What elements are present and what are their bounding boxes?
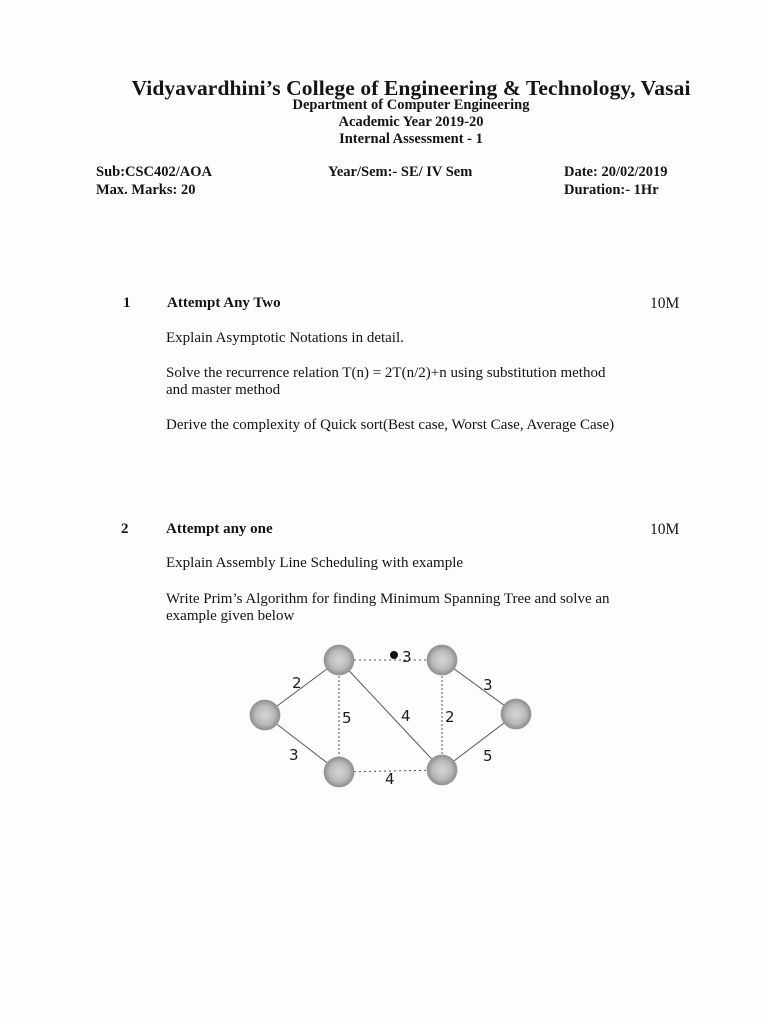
college-name: Vidyavardhini’s College of Engineering & Technology, Vasai: [131, 76, 691, 100]
edge-weight: 4: [385, 770, 395, 788]
edge-weight: 5: [342, 709, 352, 727]
academic-year: Academic Year 2019-20: [338, 114, 484, 130]
question-item: Derive the complexity of Quick sort(Best case, Worst Case, Average Case): [166, 417, 615, 433]
question-marks: 10M: [650, 521, 680, 538]
edge-weight: 3: [289, 746, 299, 764]
department-name: Department of Computer Engineering: [292, 97, 530, 113]
exam-date: Date: 20/02/2019: [564, 164, 668, 180]
marker-dot: [390, 651, 398, 659]
subject-code: Sub:CSC402/AOA: [96, 164, 213, 180]
graph-node: [324, 757, 354, 787]
graph-edge: [339, 660, 442, 770]
assessment-title: Internal Assessment - 1: [339, 131, 483, 147]
spanning-tree-graph: [240, 636, 540, 796]
question-marks: 10M: [650, 295, 680, 312]
graph-node: [427, 755, 457, 785]
question-item: Explain Asymptotic Notations in detail.: [166, 330, 404, 346]
edge-weight: 2: [445, 708, 455, 726]
max-marks: Max. Marks: 20: [96, 182, 196, 198]
edge-weight: 5: [483, 747, 493, 765]
question-item: Write Prim’s Algorithm for finding Minimum Spanning Tree and solve an example given below: [166, 591, 610, 624]
question-number: 1: [123, 295, 131, 311]
edge-weight: 4: [401, 707, 411, 725]
year-semester: Year/Sem:- SE/ IV Sem: [328, 164, 473, 180]
graph-node: [501, 699, 531, 729]
edge-weight: 3: [402, 648, 412, 666]
question-number: 2: [121, 521, 129, 537]
question-heading: Attempt Any Two: [167, 295, 281, 311]
question-item: Solve the recurrence relation T(n) = 2T(n/2)+n using substitution method and master method: [166, 365, 606, 398]
edge-weight: 2: [292, 674, 302, 692]
question-item: Explain Assembly Line Scheduling with example: [166, 555, 464, 571]
question-heading: Attempt any one: [166, 521, 273, 537]
exam-duration: Duration:- 1Hr: [564, 182, 659, 198]
graph-node: [324, 645, 354, 675]
graph-node: [250, 700, 280, 730]
edge-weight: 3: [483, 676, 493, 694]
graph-node: [427, 645, 457, 675]
